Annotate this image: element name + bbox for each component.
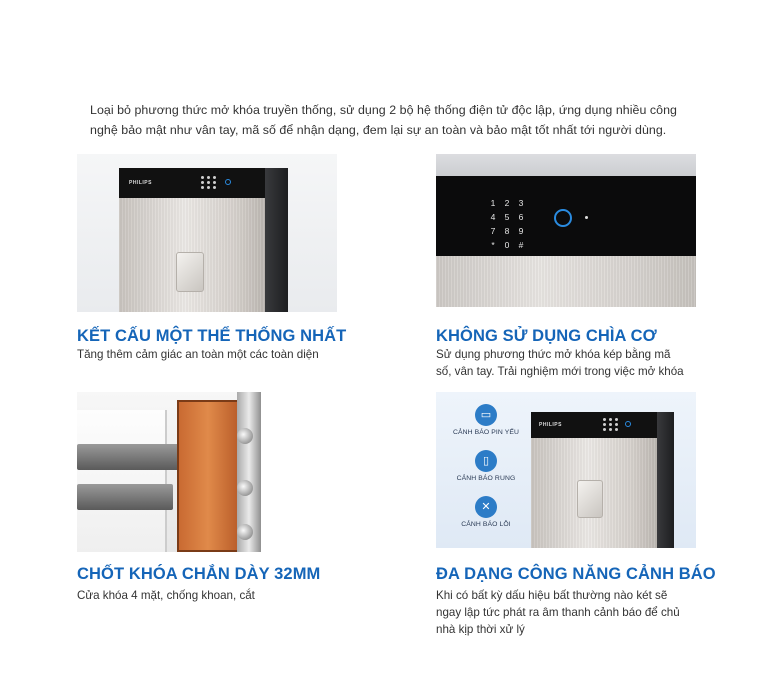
brand-logo: PHILIPS	[129, 180, 152, 186]
feature-title-3: CHỐT KHÓA CHẮN DÀY 32MM	[77, 565, 321, 583]
keypad	[201, 176, 216, 189]
safe-structure-image	[77, 154, 337, 312]
fingerprint-sensor-icon	[554, 209, 572, 227]
locking-bolts-image	[77, 392, 261, 552]
lock-bolt	[237, 428, 253, 444]
intro-line-2: nghệ bảo mật như vân tay, mã số để nhận dạng, đem lại sự an toàn và bảo mật tốt nhất tới người dùng.	[90, 123, 667, 137]
indicator-light-icon	[585, 216, 588, 219]
safe-side-panel	[264, 168, 288, 312]
feature-title-4: ĐA DẠNG CÔNG NĂNG CẢNH BÁO	[436, 565, 716, 583]
safe-control-panel	[119, 168, 265, 198]
open-door-inner	[177, 400, 239, 552]
alert-low-battery: ▭ CẢNH BÁO PIN YẾU	[436, 404, 536, 436]
lock-bolt	[237, 524, 253, 540]
intro-line-1: Loại bỏ phương thức mở khóa truyền thống, sử dụng 2 bộ hệ thống điện tử độc lập, ứng dụng nhiều công	[90, 103, 677, 117]
battery-icon: ▭	[475, 404, 497, 426]
safe-top-frame	[436, 154, 696, 176]
lock-bolt	[237, 480, 253, 496]
vibration-icon: ▯	[475, 450, 497, 472]
intro-paragraph	[90, 100, 700, 140]
keypad	[603, 418, 618, 431]
keypad-closeup-image	[436, 154, 696, 307]
feature-desc-4: Khi có bất kỳ dấu hiệu bất thường nào két sẽ ngay lập tức phát ra âm thanh cảnh báo để chủ nhà kịp thời xử lý	[436, 589, 680, 636]
safe-side-panel	[656, 412, 674, 548]
feature-desc-2: Sử dụng phương thức mở khóa kép bằng mã số, vân tay. Trải nghiệm mới trong việc mở khóa	[436, 348, 684, 378]
safe-handle	[577, 480, 603, 518]
brushed-steel-door	[436, 256, 696, 307]
safe-handle	[176, 252, 204, 292]
brand-logo: PHILIPS	[539, 422, 562, 428]
feature-desc-1: Tăng thêm cảm giác an toàn một các toàn diện	[77, 348, 319, 361]
fingerprint-sensor-icon	[225, 179, 231, 185]
drawer-upper	[77, 444, 189, 470]
error-icon: ✕	[475, 496, 497, 518]
interior-shelf	[77, 410, 167, 552]
feature-desc-3: Cửa khóa 4 mặt, chống khoan, cắt	[77, 589, 255, 602]
drawer-lower	[77, 484, 173, 510]
alert-vibration: ▯ CẢNH BÁO RUNG	[436, 450, 536, 482]
alert-error: ✕ CẢNH BÁO LỖI	[436, 496, 536, 528]
alerts-image	[436, 392, 696, 548]
numeric-keypad: 1 2 3 4 5 6 7 8 9 * 0 #	[490, 198, 524, 250]
safe-control-panel	[531, 412, 657, 438]
feature-title-2: KHÔNG SỬ DỤNG CHÌA CƠ	[436, 327, 657, 345]
fingerprint-sensor-icon	[625, 421, 631, 427]
feature-title-1: KẾT CẤU MỘT THỂ THỐNG NHẤT	[77, 327, 347, 345]
